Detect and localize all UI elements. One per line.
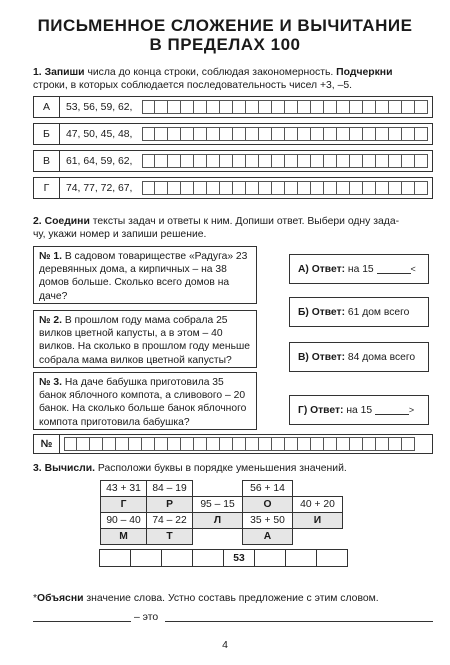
grid-cell[interactable] xyxy=(337,437,350,451)
grid-cell[interactable] xyxy=(155,100,168,114)
grid-cell[interactable] xyxy=(207,181,220,195)
grid-cell[interactable] xyxy=(376,154,389,168)
row-label: Г xyxy=(34,178,60,198)
expression-cell: 90 – 40 xyxy=(101,513,147,529)
grid-cell[interactable] xyxy=(142,437,155,451)
grid-cell[interactable] xyxy=(168,181,181,195)
grid-cell[interactable] xyxy=(363,100,376,114)
grid-cell[interactable] xyxy=(285,127,298,141)
problem-number: № 3. xyxy=(39,377,62,388)
answer-cells[interactable] xyxy=(142,127,428,141)
grid-cell[interactable] xyxy=(142,100,155,114)
task3-text1: Расположи буквы в порядке уменьшения значений. xyxy=(95,463,347,474)
grid-cell[interactable] xyxy=(142,181,155,195)
grid-cell[interactable] xyxy=(129,437,142,451)
empty-cell xyxy=(293,529,343,545)
answer-text: на 15 xyxy=(346,404,373,416)
page-title: ПИСЬМЕННОЕ СЛОЖЕНИЕ И ВЫЧИТАНИЕ xyxy=(37,16,413,35)
grid-cell[interactable] xyxy=(168,100,181,114)
grid-cell[interactable] xyxy=(259,127,272,141)
grid-cell[interactable] xyxy=(350,181,363,195)
footer-asterisk: * xyxy=(33,593,38,604)
answer-label: В) Ответ: xyxy=(298,351,346,363)
answer-cell[interactable] xyxy=(130,549,162,567)
answer-cell[interactable] xyxy=(285,549,317,567)
grid-cell[interactable] xyxy=(298,437,311,451)
expression-cell: 43 + 31 xyxy=(101,481,147,497)
task2-text2: чу, укажи номер и запиши решение. xyxy=(33,229,207,240)
letter-cell: Г xyxy=(101,497,147,513)
grid-cell[interactable] xyxy=(259,154,272,168)
answer-label: А) Ответ: xyxy=(298,263,346,275)
problem-2[interactable] xyxy=(33,310,257,368)
expression-cell: 74 – 22 xyxy=(147,513,193,529)
grid-cell[interactable] xyxy=(220,437,233,451)
row-label: В xyxy=(34,151,60,171)
grid-cell[interactable] xyxy=(220,100,233,114)
grid-cell[interactable] xyxy=(155,181,168,195)
task2-text1: тексты задач и ответы к ним. Допиши ответ. Выбери одну зада- xyxy=(89,216,400,227)
grid-cell[interactable] xyxy=(168,437,181,451)
grid-cell[interactable] xyxy=(337,154,350,168)
grid-cell[interactable] xyxy=(402,127,415,141)
grid-cell[interactable] xyxy=(246,437,259,451)
grid-cell[interactable] xyxy=(272,100,285,114)
grid-cell[interactable] xyxy=(285,181,298,195)
grid-cell[interactable] xyxy=(181,127,194,141)
grid-cell[interactable] xyxy=(272,154,285,168)
grid-cell[interactable] xyxy=(259,181,272,195)
answer-cell[interactable]: 53 xyxy=(223,549,255,567)
answer-cells[interactable] xyxy=(142,181,428,195)
grid-cell[interactable] xyxy=(285,154,298,168)
answer-cell[interactable] xyxy=(99,549,131,567)
grid-cell[interactable] xyxy=(415,127,428,141)
grid-cell[interactable] xyxy=(311,154,324,168)
empty-cell xyxy=(293,481,343,497)
grid-cell[interactable] xyxy=(168,154,181,168)
task2-number: 2. xyxy=(33,216,42,227)
grid-cell[interactable] xyxy=(181,181,194,195)
grid-cell[interactable] xyxy=(285,437,298,451)
grid-cell[interactable] xyxy=(77,437,90,451)
grid-cell[interactable] xyxy=(259,100,272,114)
letter-cell: М xyxy=(101,529,147,545)
grid-cell[interactable] xyxy=(363,154,376,168)
task1-row-b[interactable] xyxy=(33,123,433,145)
answer-cell[interactable] xyxy=(192,549,224,567)
letter-table xyxy=(100,480,343,545)
grid-cell[interactable] xyxy=(272,181,285,195)
grid-cell[interactable] xyxy=(233,437,246,451)
task1-text1: числа до конца строки, соблюдая закономерность. xyxy=(84,67,337,78)
grid-cell[interactable] xyxy=(337,127,350,141)
grid-cell[interactable] xyxy=(415,100,428,114)
grid-cell[interactable] xyxy=(324,154,337,168)
grid-cell[interactable] xyxy=(272,437,285,451)
problem-text: На даче бабушка приготовила 35 банок яблочного компота, а сливового – 20 банок. На сколько больше банок яблочного компота приготовила бабушка? xyxy=(39,377,247,428)
task2-instructions xyxy=(33,215,438,241)
page-number: 4 xyxy=(222,640,228,651)
task2-bold-connect: Соедини xyxy=(44,216,90,227)
grid-cell[interactable] xyxy=(285,100,298,114)
grid-cell[interactable] xyxy=(324,127,337,141)
grid-cell[interactable] xyxy=(324,437,337,451)
grid-cell[interactable] xyxy=(363,181,376,195)
grid-cell[interactable] xyxy=(64,437,77,451)
grid-cell[interactable] xyxy=(389,100,402,114)
grid-cell[interactable] xyxy=(376,181,389,195)
grid-cell[interactable] xyxy=(207,127,220,141)
row-sequence: 74, 77, 72, 67, xyxy=(66,182,133,194)
grid-cell[interactable] xyxy=(311,127,324,141)
grid-cell[interactable] xyxy=(298,181,311,195)
task3-number: 3. xyxy=(33,463,42,474)
expression-cell: 95 – 15 xyxy=(193,497,243,513)
answer-b[interactable] xyxy=(289,297,429,327)
footer-instructions xyxy=(33,592,438,605)
answer-label: Б) Ответ: xyxy=(298,306,345,318)
row-sequence: 61, 64, 59, 62, xyxy=(66,155,133,167)
answer-blank[interactable] xyxy=(375,406,409,415)
expression-cell: 84 – 19 xyxy=(147,481,193,497)
problem-number: № 2. xyxy=(39,315,62,326)
grid-cell[interactable] xyxy=(142,127,155,141)
grid-cell[interactable] xyxy=(220,127,233,141)
answer-cell[interactable] xyxy=(254,549,286,567)
grid-cell[interactable] xyxy=(389,437,402,451)
grid-cell[interactable] xyxy=(233,127,246,141)
grid-cell[interactable] xyxy=(350,100,363,114)
grid-cell[interactable] xyxy=(363,127,376,141)
grid-cell[interactable] xyxy=(207,437,220,451)
grid-cell[interactable] xyxy=(181,154,194,168)
grid-cell[interactable] xyxy=(259,437,272,451)
answer-a[interactable] xyxy=(289,254,429,284)
grid-cell[interactable] xyxy=(402,437,415,451)
solution-number-label: № xyxy=(34,435,60,453)
task1-bold-write: Запиши xyxy=(44,67,85,78)
task3-instructions xyxy=(33,462,438,475)
grid-cell[interactable] xyxy=(194,437,207,451)
letter-cell: И xyxy=(293,513,343,529)
grid-cell[interactable] xyxy=(389,127,402,141)
letter-cell: А xyxy=(243,529,293,545)
task1-row-v[interactable] xyxy=(33,150,433,172)
grid-cell[interactable] xyxy=(168,127,181,141)
grid-cell[interactable] xyxy=(155,127,168,141)
task3-bold-compute: Вычисли. xyxy=(44,463,96,474)
grid-cell[interactable] xyxy=(246,127,259,141)
answer-cells[interactable] xyxy=(142,154,428,168)
answer-cells[interactable] xyxy=(142,100,428,114)
grid-cell[interactable] xyxy=(194,100,207,114)
grid-cell[interactable] xyxy=(402,154,415,168)
word-blank[interactable] xyxy=(33,621,131,622)
grid-cell[interactable] xyxy=(194,181,207,195)
grid-cell[interactable] xyxy=(376,100,389,114)
grid-cell[interactable] xyxy=(324,181,337,195)
answer-cell[interactable] xyxy=(161,549,193,567)
footer-text1: значение слова. Устно составь предложение с этим словом. xyxy=(83,593,379,604)
grid-cell[interactable] xyxy=(233,154,246,168)
answer-text: на 15 xyxy=(347,263,374,275)
row-label: А xyxy=(34,97,60,117)
grid-cell[interactable] xyxy=(298,127,311,141)
grid-cell[interactable] xyxy=(194,127,207,141)
grid-cell[interactable] xyxy=(415,181,428,195)
letter-cell: Т xyxy=(147,529,193,545)
answer-cell[interactable] xyxy=(316,549,348,567)
grid-cell[interactable] xyxy=(311,437,324,451)
page-subtitle: В ПРЕДЕЛАХ 100 xyxy=(149,35,301,54)
row-sequence: 53, 56, 59, 62, xyxy=(66,101,133,113)
dash-text: – это xyxy=(134,612,159,623)
grid-cell[interactable] xyxy=(402,181,415,195)
grid-cell[interactable] xyxy=(389,181,402,195)
answer-v[interactable] xyxy=(289,342,429,372)
task1-row-a[interactable] xyxy=(33,96,433,118)
answer-sign: < xyxy=(410,264,416,274)
letter-cell: О xyxy=(243,497,293,513)
grid-cell[interactable] xyxy=(350,127,363,141)
empty-cell xyxy=(193,481,243,497)
answer-sign: > xyxy=(408,405,415,415)
task1-number: 1. xyxy=(33,67,42,78)
meaning-blank[interactable] xyxy=(165,621,433,622)
answer-blank[interactable] xyxy=(377,265,411,274)
row-sequence: 47, 50, 45, 48, xyxy=(66,128,133,140)
grid-cell[interactable] xyxy=(181,100,194,114)
grid-cell[interactable] xyxy=(233,181,246,195)
problem-3[interactable] xyxy=(33,372,257,430)
problem-text: В садовом товариществе «Радуга» 23 деревянных дома, а кирпичных – на 38 домов больше. Сколько всего домов на даче? xyxy=(39,251,248,302)
task1-text2: строки, в которых соблюдается последовательность чисел +3, –5. xyxy=(33,80,353,91)
task1-row-g[interactable] xyxy=(33,177,433,199)
grid-cell[interactable] xyxy=(155,437,168,451)
grid-cell[interactable] xyxy=(220,154,233,168)
grid-cell[interactable] xyxy=(350,437,363,451)
task1-bold-underline: Подчеркни xyxy=(336,67,393,78)
grid-cell[interactable] xyxy=(246,100,259,114)
letter-cell: Р xyxy=(147,497,193,513)
expression-cell: 56 + 14 xyxy=(243,481,293,497)
grid-cell[interactable] xyxy=(207,154,220,168)
grid-cell[interactable] xyxy=(181,437,194,451)
grid-cell[interactable] xyxy=(324,100,337,114)
grid-cell[interactable] xyxy=(142,154,155,168)
row-label: Б xyxy=(34,124,60,144)
grid-cell[interactable] xyxy=(220,181,233,195)
expression-cell: 40 + 20 xyxy=(293,497,343,513)
solution-row[interactable] xyxy=(33,434,433,454)
grid-cell[interactable] xyxy=(415,154,428,168)
problem-text: В прошлом году мама собрала 25 вилков цветной капусты, а в этом – 40 вилков. На сколько в прошлом году меньше собрала мама вилков цветной капусты? xyxy=(39,315,250,366)
grid-cell[interactable] xyxy=(363,437,376,451)
footer-bold-explain: Объясни xyxy=(37,593,84,604)
grid-cell[interactable] xyxy=(116,437,129,451)
grid-cell[interactable] xyxy=(402,100,415,114)
answer-text: 61 дом всего xyxy=(347,306,410,318)
grid-cell[interactable] xyxy=(337,100,350,114)
letter-cell: Л xyxy=(193,513,243,529)
grid-cell[interactable] xyxy=(103,437,116,451)
grid-cell[interactable] xyxy=(246,181,259,195)
grid-cell[interactable] xyxy=(311,100,324,114)
grid-cell[interactable] xyxy=(337,181,350,195)
grid-cell[interactable] xyxy=(90,437,103,451)
grid-cell[interactable] xyxy=(155,154,168,168)
grid-cell[interactable] xyxy=(272,127,285,141)
grid-cell[interactable] xyxy=(298,100,311,114)
grid-cell[interactable] xyxy=(311,181,324,195)
answer-g[interactable] xyxy=(289,395,429,425)
grid-cell[interactable] xyxy=(194,154,207,168)
grid-cell[interactable] xyxy=(207,100,220,114)
grid-cell[interactable] xyxy=(376,127,389,141)
grid-cell[interactable] xyxy=(350,154,363,168)
empty-cell xyxy=(193,529,243,545)
answer-text: 84 дома всего xyxy=(347,351,416,363)
problem-1[interactable] xyxy=(33,246,257,304)
solution-cells[interactable] xyxy=(64,437,415,451)
grid-cell[interactable] xyxy=(246,154,259,168)
task3-answer-cells[interactable] xyxy=(100,549,348,567)
grid-cell[interactable] xyxy=(389,154,402,168)
grid-cell[interactable] xyxy=(298,154,311,168)
answer-label: Г) Ответ: xyxy=(298,404,344,416)
problem-number: № 1. xyxy=(39,251,62,262)
grid-cell[interactable] xyxy=(233,100,246,114)
task1-instructions xyxy=(33,66,433,92)
grid-cell[interactable] xyxy=(376,437,389,451)
expression-cell: 35 + 50 xyxy=(243,513,293,529)
